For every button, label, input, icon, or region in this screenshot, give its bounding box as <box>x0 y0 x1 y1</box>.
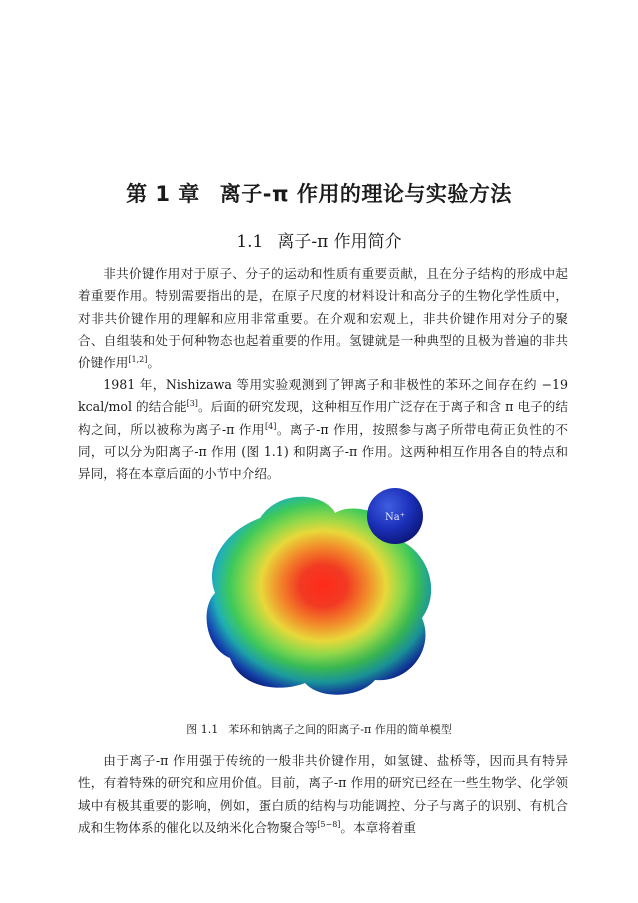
paragraph-3-text-b: 。本章将着重 <box>340 819 416 835</box>
citation-5-8: [5−8] <box>317 819 341 829</box>
figure-caption-number: 图 1.1 <box>186 723 219 736</box>
section-number: 1.1 <box>236 232 264 252</box>
section-name: 离子-π 作用简介 <box>277 232 402 252</box>
paragraph-2 <box>78 374 568 485</box>
section-title <box>0 227 638 252</box>
chapter-name: 离子-π 作用的理论与实验方法 <box>219 182 512 206</box>
chapter-number: 第 1 章 <box>126 182 200 206</box>
figure-caption <box>0 721 638 737</box>
paragraph-1-text: 非共价键作用对于原子、分子的运动和性质有重要贡献，且在分子结构的形成中起着重要作用。特别需要指出的是，在原子尺度的材料设计和高分子的生物化学性质中，对非共价键作用的理解和应用非常重要。在介观和宏观上，非共价键作用对分子的聚合、自组装和处于何种物态也起着重要的作用。氢键就是一种典型的且极为普遍的非共价键作用 <box>78 266 568 371</box>
sodium-ion-label: Na⁺ <box>385 512 405 523</box>
paragraph-1 <box>78 263 568 374</box>
chapter-title <box>0 178 638 208</box>
citation-3: [3] <box>186 399 198 409</box>
paragraph-2-text-b: 。后面的研究发现，这种相互作用广泛存在于离子和含 π 电子的结构之间，所以被称为离子-π 作用 <box>78 399 568 437</box>
citation-1-2: [1,2] <box>128 355 148 364</box>
paragraph-1-end: 。 <box>147 355 160 371</box>
paragraph-3 <box>78 750 568 839</box>
paragraph-3-text-a: 由于离子-π 作用强于传统的一般非共价键作用，如氢键、盐桥等，因而具有特异性，有着特殊的研究和应用价值。目前，离子-π 作用的研究已经在一些生物学、化学领域中有极其重要的影响，例如，蛋白质的结构与功能调控、分子与离子的识别、有机合成和生物体系的催化以及纳米化合物聚合等 <box>78 753 568 835</box>
electrostatic-potential-surface <box>200 488 442 700</box>
figure-caption-text: 苯环和钠离子之间的阳离子-π 作用的简单模型 <box>228 723 452 736</box>
figure-benzene-na-model <box>200 488 442 700</box>
paragraph-2-text-c: 。离子-π 作用，按照参与离子所带电荷正负性的不同，可以分为阳离子-π 作用 (图 1.1) 和阴离子-π 作用。这两种相互作用各自的特点和异同，将在本章后面的小节中介绍。 <box>78 421 568 482</box>
citation-4: [4] <box>265 421 277 431</box>
paragraph-2-text-a: 1981 年，Nishizawa 等用实验观测到了钾离子和非极性的苯环之间存在约 −19 kcal/mol 的结合能 <box>78 377 568 415</box>
